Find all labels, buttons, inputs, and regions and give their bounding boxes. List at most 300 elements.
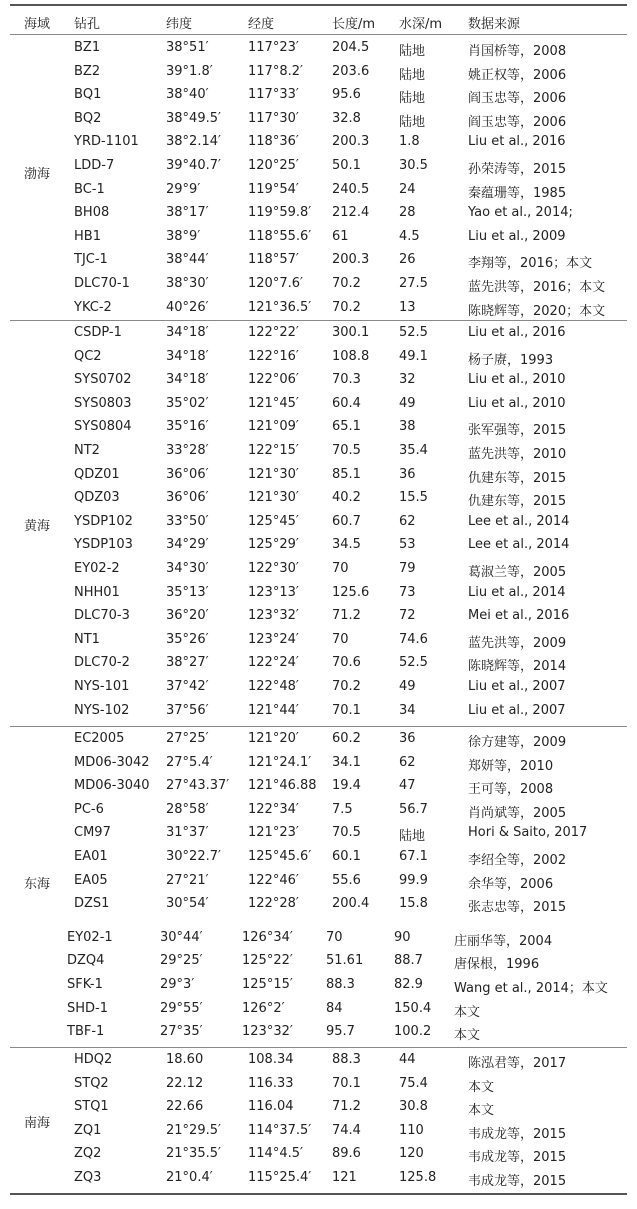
length-cell: 19.4 — [332, 778, 361, 794]
latitude-cell: 35°16′ — [166, 419, 209, 435]
length-cell: 200.3 — [332, 134, 370, 150]
source-cell: 蓝先洪等，2016；本文 — [468, 280, 606, 295]
latitude-cell: 40°26′ — [166, 299, 209, 315]
water-depth-cell: 陆地 — [399, 44, 426, 59]
length-cell: 70.2 — [332, 276, 361, 291]
longitude-cell: 116.33 — [248, 1075, 294, 1091]
latitude-cell: 21°35.5′ — [166, 1146, 221, 1162]
longitude-cell: 122°46′ — [248, 872, 299, 888]
source-cell: Liu et al., 2007 — [468, 679, 566, 694]
source-cell: Liu et al., 2010 — [468, 395, 566, 411]
longitude-cell: 116.04 — [248, 1099, 294, 1115]
region-label: 渤海 — [24, 167, 51, 182]
table-row — [10, 1048, 627, 1072]
longitude-cell: 118°55.6′ — [248, 228, 312, 244]
longitude-cell: 122°34′ — [248, 801, 299, 817]
water-depth-cell: 82.9 — [394, 977, 423, 992]
borehole-cell: TJC-1 — [74, 252, 108, 268]
header-length: 长度/m — [332, 17, 376, 32]
water-depth-cell: 36 — [399, 731, 416, 746]
table-row — [10, 60, 627, 84]
source-cell: 郑妍等，2010 — [468, 758, 554, 774]
length-cell: 200.3 — [332, 252, 370, 268]
length-cell: 203.6 — [332, 63, 370, 79]
longitude-cell: 121°30′ — [248, 490, 299, 506]
length-cell: 70.2 — [332, 679, 361, 694]
length-cell: 70.1 — [332, 1075, 361, 1091]
borehole-cell: ZQ3 — [74, 1170, 102, 1185]
source-cell: 韦成龙等，2015 — [468, 1126, 567, 1142]
latitude-cell: 38°17′ — [166, 205, 209, 221]
latitude-cell: 27°25′ — [166, 731, 209, 746]
borehole-cell: HB1 — [74, 228, 101, 244]
region-label: 黄海 — [24, 519, 51, 534]
longitude-cell: 117°8.2′ — [248, 63, 303, 79]
longitude-cell: 117°33′ — [248, 87, 299, 103]
group-divider — [10, 1047, 627, 1048]
table-row — [10, 36, 627, 60]
latitude-cell: 34°18′ — [166, 348, 209, 364]
water-depth-cell: 陆地 — [399, 114, 426, 130]
source-cell: 杨子赓，1993 — [468, 352, 554, 368]
longitude-cell: 122°48′ — [248, 679, 299, 694]
length-cell: 300.1 — [332, 325, 370, 340]
borehole-cell: SYS0803 — [74, 395, 132, 411]
source-cell: 蓝先洪等，2010 — [468, 447, 567, 462]
table-row — [10, 415, 627, 439]
table-row — [10, 845, 627, 869]
source-cell: 阎玉忠等，2006 — [468, 91, 567, 107]
borehole-cell: DLC70-3 — [74, 608, 130, 624]
latitude-cell: 38°40′ — [166, 87, 209, 103]
latitude-cell: 38°30′ — [166, 276, 209, 291]
water-depth-cell: 4.5 — [399, 228, 420, 244]
header-rule — [10, 34, 627, 35]
water-depth-cell: 13 — [399, 299, 416, 315]
length-cell: 200.4 — [332, 896, 370, 912]
length-cell: 240.5 — [332, 181, 370, 197]
latitude-cell: 29°25′ — [160, 953, 203, 969]
water-depth-cell: 27.5 — [399, 276, 428, 291]
water-depth-cell: 110 — [399, 1122, 424, 1138]
source-cell: 唐保根，1996 — [454, 957, 540, 973]
length-cell: 89.6 — [332, 1146, 361, 1162]
borehole-cell: NYS-102 — [74, 702, 130, 718]
borehole-cell: BZ2 — [74, 63, 101, 79]
table-row — [10, 869, 627, 893]
longitude-cell: 122°24′ — [248, 655, 299, 671]
borehole-cell: NT2 — [74, 443, 100, 458]
longitude-cell: 118°57′ — [248, 252, 299, 268]
length-cell: 212.4 — [332, 205, 370, 221]
borehole-cell: NHH01 — [74, 584, 120, 600]
longitude-cell: 125°45.6′ — [248, 849, 312, 864]
borehole-cell: NT1 — [74, 631, 100, 647]
length-cell: 70.3 — [332, 372, 361, 388]
header-data-source: 数据来源 — [468, 17, 521, 32]
length-cell: 60.7 — [332, 513, 361, 529]
borehole-cell: EY02-2 — [74, 561, 120, 576]
longitude-cell: 118°36′ — [248, 134, 299, 150]
source-cell: 王可等，2008 — [468, 782, 554, 798]
water-depth-cell: 125.8 — [399, 1170, 437, 1185]
length-cell: 70.6 — [332, 655, 361, 671]
longitude-cell: 121°46.88 — [248, 778, 317, 794]
latitude-cell: 38°2.14′ — [166, 134, 221, 150]
water-depth-cell: 120 — [399, 1146, 424, 1162]
source-cell: 韦成龙等，2015 — [468, 1174, 567, 1189]
table-row — [10, 628, 627, 652]
water-depth-cell: 陆地 — [399, 829, 426, 845]
longitude-cell: 119°59.8′ — [248, 205, 312, 221]
source-cell: 余华等，2006 — [468, 876, 554, 892]
table-row — [10, 1020, 627, 1044]
water-depth-cell: 53 — [399, 537, 416, 553]
source-cell: 陈晓辉等，2014 — [468, 659, 567, 675]
longitude-cell: 125°22′ — [242, 953, 293, 969]
latitude-cell: 35°13′ — [166, 584, 209, 600]
header-longitude: 经度 — [248, 17, 275, 32]
longitude-cell: 114°37.5′ — [248, 1122, 312, 1138]
latitude-cell: 29°9′ — [166, 181, 201, 197]
source-cell: Lee et al., 2014 — [468, 513, 570, 529]
source-cell: 仇建东等，2015 — [468, 470, 567, 486]
length-cell: 60.2 — [332, 731, 361, 746]
table-row — [10, 178, 627, 202]
longitude-cell: 117°23′ — [248, 40, 299, 55]
borehole-cell: CM97 — [74, 825, 111, 841]
longitude-cell: 122°28′ — [248, 896, 299, 912]
longitude-cell: 114°4.5′ — [248, 1146, 303, 1162]
borehole-cell: PC-6 — [74, 801, 104, 817]
source-cell: 本文 — [454, 1004, 481, 1020]
borehole-cell: DZS1 — [74, 896, 110, 912]
table-row — [10, 557, 627, 581]
longitude-cell: 121°30′ — [248, 466, 299, 482]
water-depth-cell: 24 — [399, 181, 416, 197]
table-row — [10, 926, 627, 950]
table-row — [10, 1095, 627, 1119]
water-depth-cell: 陆地 — [399, 67, 426, 83]
borehole-cell: YKC-2 — [74, 299, 112, 315]
source-cell: 蓝先洪等，2009 — [468, 635, 567, 651]
borehole-cell: BQ1 — [74, 87, 102, 103]
source-cell: Yao et al., 2014; — [468, 205, 573, 221]
borehole-cell: ZQ2 — [74, 1146, 102, 1162]
borehole-cell: DZQ4 — [67, 953, 105, 969]
borehole-cell: EC2005 — [74, 731, 125, 746]
water-depth-cell: 49.1 — [399, 348, 428, 364]
source-cell: 陈泓君等，2017 — [468, 1056, 567, 1071]
table-row — [10, 201, 627, 225]
water-depth-cell: 67.1 — [399, 849, 428, 864]
water-depth-cell: 49 — [399, 395, 416, 411]
data-table — [10, 0, 627, 1209]
latitude-cell: 29°3′ — [160, 977, 195, 992]
length-cell: 108.8 — [332, 348, 370, 364]
latitude-cell: 21°29.5′ — [166, 1122, 221, 1138]
latitude-cell: 21°0.4′ — [166, 1170, 213, 1185]
source-cell: Wang et al., 2014；本文 — [454, 981, 608, 996]
longitude-cell: 123°24′ — [248, 631, 299, 647]
table-row — [10, 345, 627, 369]
latitude-cell: 35°02′ — [166, 395, 209, 411]
latitude-cell: 34°18′ — [166, 372, 209, 388]
longitude-cell: 120°25′ — [248, 158, 299, 173]
longitude-cell: 121°24.1′ — [248, 754, 312, 770]
borehole-cell: EA01 — [74, 849, 108, 864]
longitude-cell: 121°23′ — [248, 825, 299, 841]
length-cell: 34.5 — [332, 537, 361, 553]
table-row — [10, 892, 627, 916]
source-cell: 陈晓辉等，2020；本文 — [468, 303, 606, 319]
water-depth-cell: 15.8 — [399, 896, 428, 912]
table-row — [10, 581, 627, 605]
source-cell: Liu et al., 2010 — [468, 372, 566, 388]
header-sea-area: 海域 — [24, 17, 51, 32]
borehole-cell: CSDP-1 — [74, 325, 122, 340]
borehole-cell: YSDP103 — [74, 537, 133, 553]
water-depth-cell: 90 — [394, 929, 411, 945]
table-row — [10, 821, 627, 845]
table-row — [10, 463, 627, 487]
length-cell: 71.2 — [332, 608, 361, 624]
water-depth-cell: 陆地 — [399, 91, 426, 107]
length-cell: 204.5 — [332, 40, 370, 55]
table-row — [10, 675, 627, 699]
longitude-cell: 119°54′ — [248, 181, 299, 197]
borehole-cell: QDZ03 — [74, 490, 120, 506]
latitude-cell: 34°29′ — [166, 537, 209, 553]
header-borehole: 钻孔 — [74, 17, 101, 32]
table-row — [10, 368, 627, 392]
source-cell: 秦蕴珊等，1985 — [468, 185, 567, 201]
source-cell: Liu et al., 2016 — [468, 134, 566, 150]
length-cell: 125.6 — [332, 584, 370, 600]
longitude-cell: 125°29′ — [248, 537, 299, 553]
length-cell: 32.8 — [332, 110, 361, 126]
latitude-cell: 35°26′ — [166, 631, 209, 647]
table-row — [10, 107, 627, 131]
water-depth-cell: 35.4 — [399, 443, 428, 458]
latitude-cell: 30°22.7′ — [166, 849, 221, 864]
water-depth-cell: 62 — [399, 513, 416, 529]
borehole-cell: MD06-3042 — [74, 754, 150, 770]
latitude-cell: 30°54′ — [166, 896, 209, 912]
table-row — [10, 1166, 627, 1190]
table-row — [10, 83, 627, 107]
longitude-cell: 122°15′ — [248, 443, 299, 458]
longitude-cell: 125°15′ — [242, 977, 293, 992]
latitude-cell: 27°5.4′ — [166, 754, 213, 770]
latitude-cell: 38°44′ — [166, 252, 209, 268]
source-cell: Mei et al., 2016 — [468, 608, 570, 624]
group-divider — [10, 726, 627, 727]
length-cell: 88.3 — [332, 1052, 361, 1067]
table-row — [10, 1119, 627, 1143]
region-label: 东海 — [24, 877, 51, 892]
length-cell: 70 — [326, 929, 343, 945]
borehole-cell: STQ1 — [74, 1099, 109, 1115]
header-latitude: 纬度 — [166, 17, 193, 32]
borehole-cell: SYS0702 — [74, 372, 132, 388]
table-row — [10, 248, 627, 272]
source-cell: 本文 — [454, 1028, 481, 1044]
length-cell: 50.1 — [332, 158, 361, 173]
table-row — [10, 727, 627, 751]
water-depth-cell: 62 — [399, 754, 416, 770]
water-depth-cell: 38 — [399, 419, 416, 435]
latitude-cell: 39°1.8′ — [166, 63, 213, 79]
latitude-cell: 37°56′ — [166, 702, 209, 718]
length-cell: 88.3 — [326, 977, 355, 992]
table-row — [10, 439, 627, 463]
water-depth-cell: 150.4 — [394, 1000, 432, 1016]
water-depth-cell: 47 — [399, 778, 416, 794]
water-depth-cell: 32 — [399, 372, 416, 388]
latitude-cell: 36°06′ — [166, 490, 209, 506]
length-cell: 40.2 — [332, 490, 361, 506]
longitude-cell: 121°36.5′ — [248, 299, 312, 315]
longitude-cell: 126°2′ — [242, 1000, 285, 1016]
table-row — [10, 1142, 627, 1166]
length-cell: 74.4 — [332, 1122, 361, 1138]
longitude-cell: 122°30′ — [248, 561, 299, 576]
water-depth-cell: 26 — [399, 252, 416, 268]
length-cell: 61 — [332, 228, 349, 244]
longitude-cell: 122°16′ — [248, 348, 299, 364]
longitude-cell: 121°09′ — [248, 419, 299, 435]
table-row — [10, 651, 627, 675]
table-row — [10, 392, 627, 416]
source-cell: 李翔等，2016；本文 — [468, 256, 593, 272]
length-cell: 7.5 — [332, 801, 353, 817]
longitude-cell: 123°32′ — [242, 1024, 293, 1040]
source-cell: Lee et al., 2014 — [468, 537, 570, 553]
latitude-cell: 33°28′ — [166, 443, 209, 458]
borehole-cell: BC-1 — [74, 181, 105, 197]
latitude-cell: 37°42′ — [166, 679, 209, 694]
borehole-cell: QC2 — [74, 348, 102, 364]
latitude-cell: 34°18′ — [166, 325, 209, 340]
longitude-cell: 121°44′ — [248, 702, 299, 718]
table-row — [10, 798, 627, 822]
longitude-cell: 125°45′ — [248, 513, 299, 529]
table-row — [10, 486, 627, 510]
borehole-cell: LDD-7 — [74, 158, 115, 173]
source-cell: 张军强等，2015 — [468, 423, 567, 439]
latitude-cell: 38°9′ — [166, 228, 201, 244]
borehole-cell: EY02-1 — [67, 929, 113, 945]
length-cell: 51.61 — [326, 953, 364, 969]
source-cell: 仇建东等，2015 — [468, 494, 567, 510]
water-depth-cell: 52.5 — [399, 325, 428, 340]
borehole-cell: SHD-1 — [67, 1000, 108, 1016]
borehole-cell: YRD-1101 — [74, 134, 139, 150]
source-cell: 姚正权等，2006 — [468, 67, 567, 83]
water-depth-cell: 30.8 — [399, 1099, 428, 1115]
borehole-cell: YSDP102 — [74, 513, 133, 529]
latitude-cell: 22.66 — [166, 1099, 204, 1115]
source-cell: 庄丽华等，2004 — [454, 933, 553, 949]
source-cell: 张志忠等，2015 — [468, 900, 567, 916]
latitude-cell: 27°35′ — [160, 1024, 203, 1040]
borehole-cell: MD06-3040 — [74, 778, 150, 794]
length-cell: 60.1 — [332, 849, 361, 864]
table-row — [10, 154, 627, 178]
table-row — [10, 973, 627, 997]
water-depth-cell: 72 — [399, 608, 416, 624]
water-depth-cell: 1.8 — [399, 134, 420, 150]
water-depth-cell: 75.4 — [399, 1075, 428, 1091]
borehole-cell: BQ2 — [74, 110, 102, 126]
latitude-cell: 36°06′ — [166, 466, 209, 482]
table-bottom-rule — [10, 1193, 627, 1195]
water-depth-cell: 49 — [399, 679, 416, 694]
latitude-cell: 39°40.7′ — [166, 158, 221, 173]
longitude-cell: 123°13′ — [248, 584, 299, 600]
longitude-cell: 120°7.6′ — [248, 276, 303, 291]
latitude-cell: 30°44′ — [160, 929, 203, 945]
table-row — [10, 510, 627, 534]
longitude-cell: 117°30′ — [248, 110, 299, 126]
table-row — [10, 296, 627, 320]
length-cell: 85.1 — [332, 466, 361, 482]
borehole-cell: SYS0804 — [74, 419, 132, 435]
source-cell: Liu et al., 2014 — [468, 584, 566, 600]
length-cell: 55.6 — [332, 872, 361, 888]
longitude-cell: 123°32′ — [248, 608, 299, 624]
water-depth-cell: 28 — [399, 205, 416, 221]
latitude-cell: 29°55′ — [160, 1000, 203, 1016]
longitude-cell: 122°22′ — [248, 325, 299, 340]
borehole-cell: STQ2 — [74, 1075, 109, 1091]
length-cell: 70.5 — [332, 443, 361, 458]
length-cell: 70.1 — [332, 702, 361, 718]
table-row — [10, 272, 627, 296]
water-depth-cell: 30.5 — [399, 158, 428, 173]
latitude-cell: 18.60 — [166, 1052, 204, 1067]
length-cell: 70.2 — [332, 299, 361, 315]
source-cell: Liu et al., 2007 — [468, 702, 566, 718]
latitude-cell: 38°49.5′ — [166, 110, 221, 126]
table-row — [10, 949, 627, 973]
latitude-cell: 38°27′ — [166, 655, 209, 671]
latitude-cell: 33°50′ — [166, 513, 209, 529]
borehole-cell: TBF-1 — [67, 1024, 105, 1040]
latitude-cell: 27°21′ — [166, 872, 209, 888]
length-cell: 84 — [326, 1000, 343, 1016]
table-row — [10, 321, 627, 345]
longitude-cell: 108.34 — [248, 1052, 294, 1067]
length-cell: 121 — [332, 1170, 357, 1185]
longitude-cell: 121°45′ — [248, 395, 299, 411]
water-depth-cell: 15.5 — [399, 490, 428, 506]
water-depth-cell: 52.5 — [399, 655, 428, 671]
water-depth-cell: 36 — [399, 466, 416, 482]
table-row — [10, 225, 627, 249]
source-cell: 徐方建等，2009 — [468, 735, 567, 750]
longitude-cell: 126°34′ — [242, 929, 293, 945]
borehole-cell: BH08 — [74, 205, 110, 221]
borehole-cell: HDQ2 — [74, 1052, 113, 1067]
water-depth-cell: 74.6 — [399, 631, 428, 647]
table-row — [10, 533, 627, 557]
source-cell: 肖尚斌等，2005 — [468, 805, 567, 821]
table-row — [10, 751, 627, 775]
length-cell: 70.5 — [332, 825, 361, 841]
borehole-cell: SFK-1 — [67, 977, 103, 992]
